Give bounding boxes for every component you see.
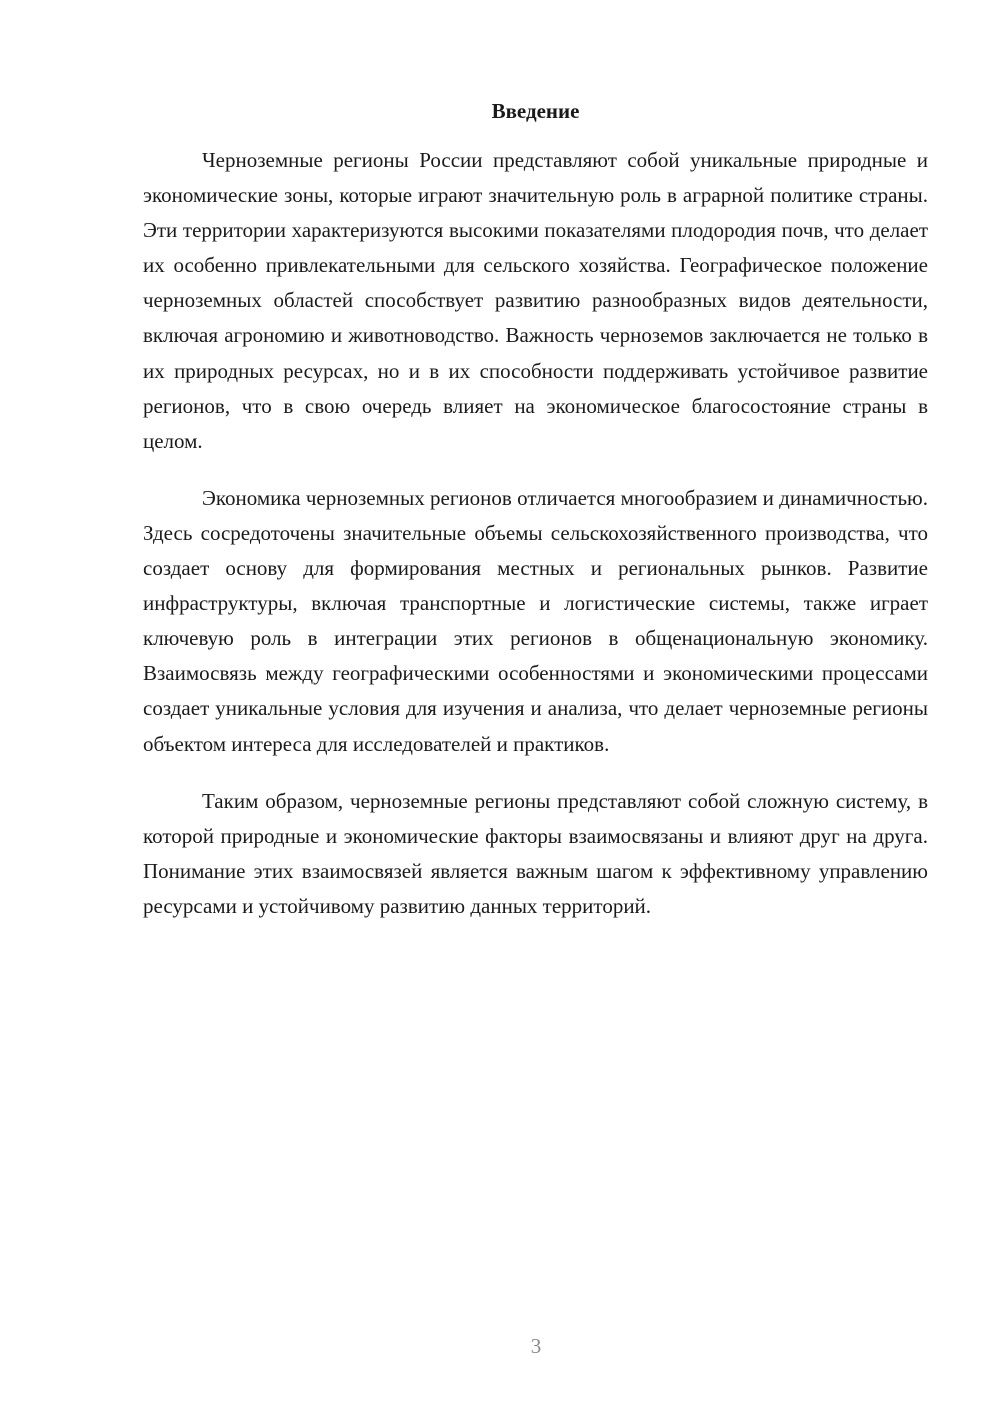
paragraph-3: Таким образом, черноземные регионы представляют собой сложную систему, в которой природные и экономические факторы взаимосвязаны и влияют друг на друга. Понимание этих взаимосвязей является важным шагом к эффективному управлению ресурсами и устойчивому развитию данных территорий. — [143, 788, 928, 918]
section-heading: Введение — [491, 99, 580, 123]
document-body — [143, 95, 928, 924]
paragraph-2: Экономика черноземных регионов отличается многообразием и динамичностью. Здесь сосредоточены значительные объемы сельскохозяйственного производства, что создает основу для формирования местных и региональных рынков. Развитие инфраструктуры, включая транспортные и логистические системы, также играет ключевую роль в интеграции этих регионов в общенациональную экономику. Взаимосвязь между географическими особенностями и экономическими процессами создает уникальные условия для изучения и анализа, что делает черноземные регионы объектом интереса для исследователей и практиков. — [143, 485, 928, 756]
paragraph-1: Черноземные регионы России представляют собой уникальные природные и экономические зоны, которые играют значительную роль в аграрной политике страны. Эти территории характеризуются высокими показателями плодородия почв, что делает их особенно привлекательными для сельского хозяйства. Географическое положение черноземных областей способствует развитию разнообразных видов деятельности, включая агрономию и животноводство. Важность черноземов заключается не только в их природных ресурсах, но и в их способности поддерживать устойчивое развитие регионов, что в свою очередь влияет на экономическое благосостояние страны в целом. — [143, 148, 928, 453]
page-number: 3 — [530, 1334, 542, 1358]
